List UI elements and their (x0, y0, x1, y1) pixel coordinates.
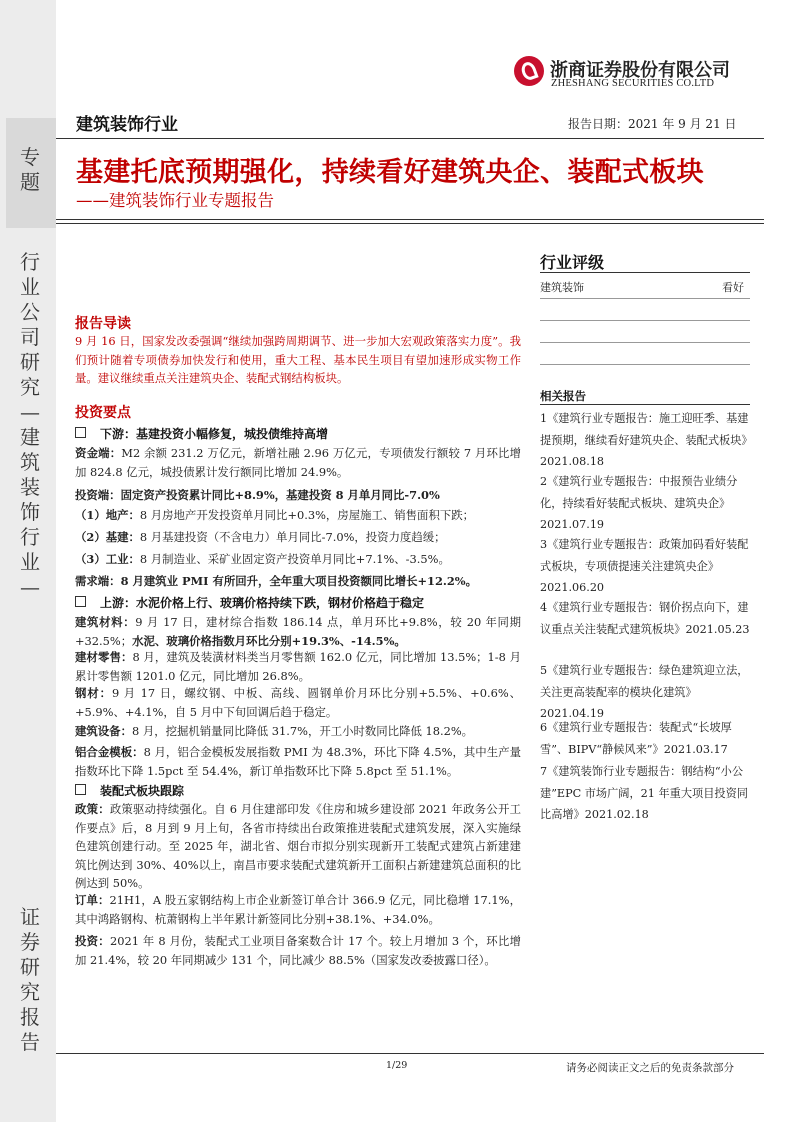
footer-divider (56, 1053, 764, 1054)
report-subtitle: ——建筑装饰行业专题报告 (76, 191, 274, 210)
investment-label: 投资： (75, 934, 110, 948)
steel-text: 9 月 17 日，螺纹钢、中板、高线、圆钢单价月环比分别+5.5%、+0.6%、+5.9%、+4.1%，自 5 月中下旬回调后趋于稳定。 (75, 686, 521, 719)
related-reports-heading: 相关报告 (540, 389, 586, 403)
orders-paragraph (75, 891, 521, 928)
aluminum-label: 铝合金模板： (75, 745, 144, 759)
title-divider (56, 219, 764, 220)
page-number: 1/29 (386, 1060, 408, 1071)
funds-label: 资金端： (75, 446, 122, 460)
section-upstream-title: 上游：水泥价格上行、玻璃价格持续下跌，钢材价格趋于稳定 (100, 596, 425, 610)
related-divider (540, 404, 750, 405)
intro-heading: 报告导读 (75, 316, 131, 332)
header-divider (56, 138, 764, 139)
related-report-item: 6《建筑行业专题报告：装配式“长坡厚雪”、BIPV“静候风来”》2021.03.17 (540, 721, 732, 756)
investment-paragraph (75, 932, 521, 969)
disclaimer-note: 请务必阅读正文之后的免责条款部分 (566, 1062, 734, 1074)
sidebar-report-type-text: 证券研究报告 (20, 905, 40, 1054)
title-divider-thin (56, 223, 764, 224)
related-report-item: 3《建筑行业专题报告：政策加码看好装配式板块，专项债提速关注建筑央企》2021.06.20 (540, 538, 749, 594)
report-date: 报告日期：2021 年 9 月 21 日 (568, 117, 737, 131)
rating-industry: 建筑装饰 (540, 281, 584, 294)
equipment-text: 8 月，挖掘机销量同比降低 31.7%，开工小时数同比降低 18.2%。 (131, 724, 474, 738)
policy-paragraph (75, 800, 521, 893)
rating-heading: 行业评级 (540, 253, 605, 272)
bm-red-text: 水泥、玻璃价格指数月环比分别+19.3%、-14.5%。 (132, 633, 406, 648)
aluminum-paragraph (75, 743, 521, 780)
industry-text: 8 月制造业、采矿业固定资产投资单月同比+7.1%、-3.5%。 (139, 552, 450, 566)
invest-line: 投资端：固定资产投资累计同比+8.9%，基建投资 8 月单月同比-7.0% (75, 488, 440, 502)
realestate-text: 8 月房地产开发投资单月同比+0.3%，房屋施工、销售面积下跌； (139, 508, 475, 522)
company-name-cn: 浙商证券股份有限公司 (550, 60, 730, 81)
section-downstream-title: 下游：基建投资小幅修复，城投债维持高增 (100, 427, 329, 441)
rating-row-line-3 (540, 342, 750, 343)
industry-label: 建筑装饰行业 (76, 115, 178, 135)
realestate-line (75, 506, 521, 525)
checkbox-icon (75, 596, 86, 607)
rating-row-line-1 (540, 298, 750, 299)
report-title: 基建托底预期强化，持续看好建筑央企、装配式板块 (76, 157, 704, 188)
infra-label: （2）基建： (75, 530, 140, 544)
related-report-item: 1《建筑行业专题报告：施工迎旺季、基建提预期，继续看好建筑央企、装配式板块》2021.08.18 (540, 412, 749, 468)
rating-divider (540, 272, 750, 273)
bm-text: 9 月 17 日，建材综合指数 186.14 点，单月环比+9.8%，较 20 年同期+32.5%； (75, 615, 521, 648)
steel-paragraph (75, 684, 521, 721)
orders-label: 订单： (75, 893, 110, 907)
checkbox-icon (75, 427, 86, 438)
related-report-item: 4《建筑行业专题报告：钢价拐点向下，建议重点关注装配式建筑板块》2021.05.23 (540, 601, 750, 636)
infra-line (75, 528, 521, 547)
realestate-label: （1）地产： (75, 508, 140, 522)
checkbox-icon (75, 784, 86, 795)
orders-text: 21H1，A 股五家钢结构上市企业新签订单合计 366.9 亿元，同比稳增 17.1%，其中鸿路钢构、杭萧钢构上半年累计新签同比分别+38.1%、+34.0%。 (75, 893, 521, 926)
bm-label: 建筑材料： (75, 615, 136, 629)
retail-text: 8 月，建筑及装潢材料类当月零售额 162.0 亿元，同比增加 13.5%；1-8 月累计零售额 1201.0 亿元，同比增加 26.8%。 (75, 650, 521, 683)
related-report-item: 7《建筑装饰行业专题报告：钢结构“小公建”EPC 市场广阔，21 年重大项目投资同比高增》2021.02.18 (540, 765, 748, 821)
section-prefab-title: 装配式板块跟踪 (100, 784, 185, 798)
funds-paragraph (75, 444, 521, 481)
rating-row-line-2 (540, 320, 750, 321)
related-report-item: 2《建筑行业专题报告：中报预告业绩分化，持续看好装配式板块、建筑央企》2021.07.19 (540, 475, 738, 531)
aluminum-text: 8 月，铝合金模板发展指数 PMI 为 48.3%，环比下降 4.5%，其中生产量指数环比下降 1.5pct 至 54.4%，新订单指数环比下降 5.8pct 至 51.1%。 (75, 745, 521, 778)
building-materials-paragraph (75, 613, 521, 650)
section-downstream (75, 425, 328, 442)
intro-text: 9 月 16 日，国家发改委强调“继续加强跨周期调节、进一步加大宏观政策落实力度”。我们预计随着专项债券加快发行和使用，重大工程、基本民生项目有望加速形成实物工作量。建议继续重点关注建筑央企、装配式钢结构板块。 (75, 334, 521, 385)
equipment-paragraph (75, 722, 521, 741)
section-upstream (75, 594, 424, 611)
related-report-item: 5《建筑行业专题报告：绿色建筑迎立法，关注更高装配率的模块化建筑》2021.04.19 (540, 664, 749, 720)
sidebar-category-text: 行业公司研究—建筑装饰行业— (20, 250, 40, 599)
points-heading: 投资要点 (75, 405, 131, 421)
rating-row-line-4 (540, 364, 750, 365)
funds-text: M2 余额 231.2 万亿元，新增社融 2.96 万亿元，专项债发行额较 7 月环比增加 824.8 亿元，城投债累计发行额同比增加 24.9%。 (75, 446, 521, 479)
steel-label: 钢材： (75, 686, 112, 700)
rating-value: 看好 (722, 281, 744, 294)
sidebar-tag-text: 专题 (20, 145, 40, 194)
policy-label: 政策： (75, 802, 110, 816)
retail-label: 建材零售： (75, 650, 133, 664)
company-name-en: ZHESHANG SECURITIES CO.LTD (551, 78, 715, 89)
retail-paragraph (75, 648, 521, 685)
section-prefab (75, 782, 184, 799)
demand-line: 需求端：8 月建筑业 PMI 有所回升，全年重大项目投资额同比增长+12.2%。 (75, 574, 477, 588)
infra-text: 8 月基建投资（不含电力）单月同比-7.0%，投资力度趋缓； (139, 530, 446, 544)
company-logo-icon (514, 56, 544, 86)
industry-label-small: （3）工业： (75, 552, 140, 566)
industry-line (75, 550, 521, 569)
investment-text: 2021 年 8 月份，装配式工业项目备案数合计 17 个。较上月增加 3 个，环比增加 21.4%，较 20 年同期减少 131 个，同比减少 88.5%（国家发改委披露口径）。 (75, 934, 521, 967)
policy-text: 政策驱动持续强化。自 6 月住建部印发《住房和城乡建设部 2021 年政务公开工作要点》后，8 月到 9 月上旬，各省市持续出台政策推进装配式建筑发展，深入实施绿色建筑创建行动。至 2025 年，湖北省、烟台市拟分别实现新开工装配式建筑占新建建筑比例达到 30%、40%以上，南昌市要求装配式建筑新开工面积占新建建筑总面积的比例达到 50%。 (75, 802, 521, 890)
equipment-label: 建筑设备： (75, 724, 132, 738)
